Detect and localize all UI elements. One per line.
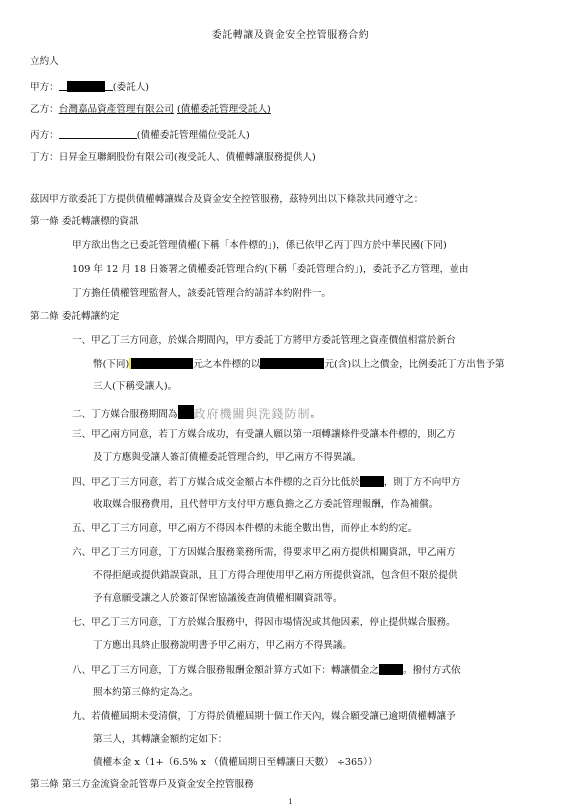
party-a-line	[30, 80, 149, 94]
parties-heading: 立約人	[30, 56, 59, 67]
party-b-name: 台灣嘉品資產管理有限公司	[58, 104, 174, 115]
clause-6-line-2: 不得拒絕或提供錯誤資訊，且丁方得合理使用甲乙兩方所提供資訊，包含但不限於提供	[93, 570, 458, 581]
clause-8-line-1: 八、甲乙丁三方同意，丁方媒合服務報酬金額計算方式如下：轉讓價金之 。撥付方式依	[72, 665, 461, 676]
clause-6-line-3: 予有意願受讓之人於簽訂保密協議後查詢債權相關資訊等。	[93, 593, 343, 604]
page-number: 1	[288, 798, 293, 806]
party-d-label: 丁方：	[30, 152, 59, 163]
formula: 債權本金 x（1+（6.5% x （債權屆期日至轉讓日天數） ÷365））	[93, 757, 378, 768]
article-1-heading: 第一條 委託轉讓標的資訊	[30, 216, 139, 227]
clause-1-line-1: 一、甲乙丁三方同意，於媒合期間內，甲方委託丁方將甲方委託管理之資產價值相當於新台	[72, 335, 456, 346]
article-1-line-3: 丁方擔任債權管理監督人，該委託管理合約請詳本約附件一。	[72, 288, 332, 299]
article-1-line-1: 甲方欲出售之已委託管理債權(下稱「本件標的」)，係已依甲乙丙丁四方於中華民國(下同)	[72, 240, 447, 251]
redaction-block	[260, 358, 324, 369]
party-b-label: 乙方：	[30, 104, 59, 115]
party-a-label: 甲方：	[30, 82, 59, 93]
clause-4-line-1: 四、甲乙丁三方同意，若丁方媒合成交金額占本件標的之百分比低於 ，則丁方不向甲方	[72, 477, 461, 488]
redaction-block	[379, 664, 403, 675]
clause-1-line-3: 三人(下稱受讓人)。	[93, 381, 178, 392]
clause-5-line-1: 五、甲乙丁三方同意，甲乙兩方不得因本件標的未能全數出售，而停止本約約定。	[72, 523, 418, 534]
clause-2-line-1: 二、丁方媒合服務期間為 政府機關與洗錢防制。	[72, 407, 321, 421]
party-c-blank	[59, 128, 137, 139]
party-c-line	[30, 128, 250, 142]
clause-6-line-1: 六、甲乙丁三方同意，丁方因媒合服務業務所需，得要求甲乙兩方提供相關資訊，甲乙兩方	[72, 547, 456, 558]
article-3-heading: 第三條 第三方金流資金託管專戶及資金安全控管服務	[30, 779, 254, 790]
preamble: 茲因甲方欲委託丁方提供債權轉讓媒合及資金安全控管服務，茲特列出以下條款共同遵守之：	[30, 194, 424, 205]
redaction-block	[131, 358, 193, 369]
clause-7-line-1: 七、甲乙丁三方同意，丁方於媒合服務中，得因市場情況或其他因素，停止提供媒合服務。	[72, 617, 456, 628]
party-d-text: 日昇金互聯網股份有限公司(複受託人、債權轉讓服務提供人)	[58, 152, 316, 163]
watermark-text: 政府機關與洗錢防制	[193, 407, 311, 421]
clause-9-line-1: 九、若債權屆期未受清償，丁方得於債權屆期十個工作天內，媒合願受讓已逾期債權轉讓予	[72, 711, 456, 722]
clause-3-line-1: 三、甲乙兩方同意，若丁方媒合成功，有受讓人願以第一項轉讓條件受讓本件標的，則乙方	[72, 429, 456, 440]
redaction-block	[178, 405, 194, 419]
clause-7-line-2: 丁方應出具終止服務說明書予甲乙兩方，甲乙兩方不得異議。	[93, 640, 353, 651]
redaction-block	[360, 476, 384, 487]
party-d-line	[30, 152, 316, 164]
contract-title: 委託轉讓及資金安全控管服務合約	[211, 30, 370, 41]
clause-3-line-2: 及丁方應與受讓人簽訂債權委託管理合約，甲乙兩方不得異議。	[93, 452, 362, 463]
party-c-label: 丙方：	[30, 130, 59, 141]
party-b-line	[30, 104, 271, 116]
redaction-block	[67, 81, 105, 92]
article-1-line-2: 109 年 12 月 18 日簽署之債權委託管理合約(下稱「委託管理合約」)，委託予乙方管理，並由	[72, 264, 469, 275]
clause-1-line-2: 幣(下同) 元之本件標的以 元(含)以上之價金，比例委託丁方出售予第	[93, 359, 505, 370]
clause-9-line-2: 第三人，其轉讓金額約定如下：	[93, 734, 228, 745]
clause-4-line-2: 收取媒合服務費用，且代替甲方支付甲方應負擔之乙方委託管理報酬，作為補償。	[93, 499, 439, 510]
clause-8-line-2: 照本約第三條約定為之。	[93, 687, 199, 698]
party-a-role: (委託人)	[112, 82, 150, 93]
party-b-role: (債權委託管理受託人)	[176, 104, 271, 115]
party-c-role: (債權委託管理備位受託人)	[136, 130, 250, 141]
article-2-heading: 第二條 委託轉讓約定	[30, 311, 120, 322]
